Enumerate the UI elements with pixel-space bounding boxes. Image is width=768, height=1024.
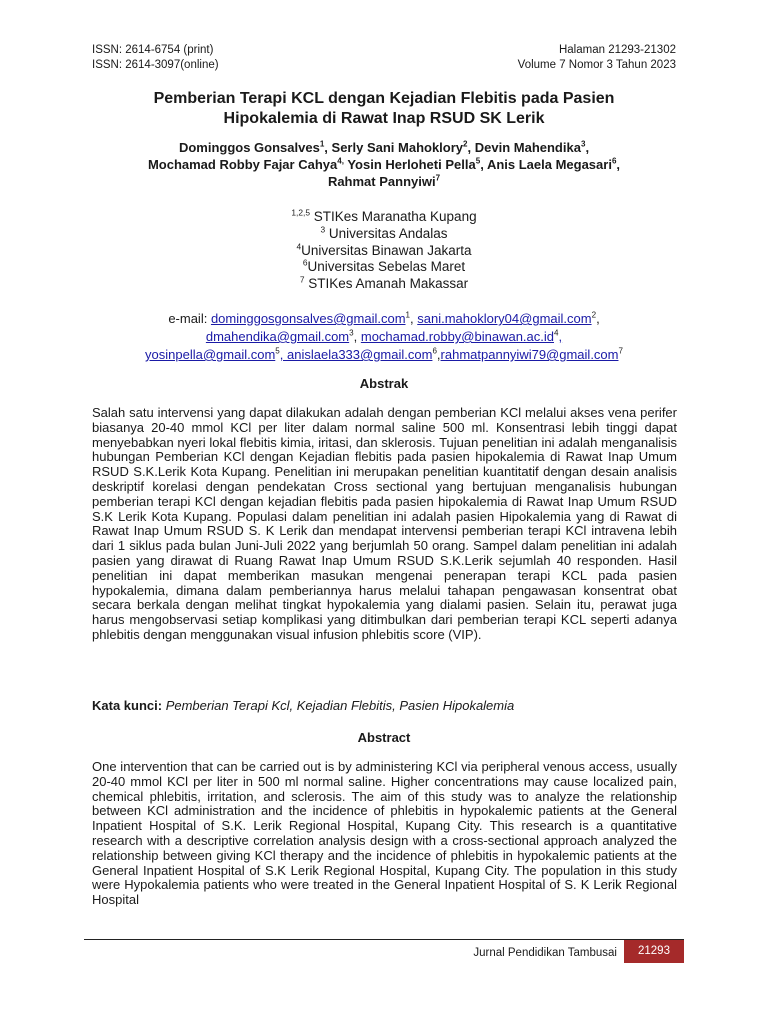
author-line-2: Mochamad Robby Fajar Cahya$^{4,}$ Yosin Herloheti Pella$^5$, Anis Laela Megasari$^6$,: [147, 156, 621, 172]
email-link[interactable]: mochamad.robby@binawan.ac.id: [360, 329, 554, 344]
affiliation: $^{1,2,5}$ STIKes Maranatha Kupang: [291, 207, 477, 224]
affiliation: $^4$Universitas Binawan Jakarta: [296, 241, 472, 258]
author-name: Serly Sani Mahoklory: [331, 140, 464, 155]
author-list: [60, 139, 708, 190]
author-sup: 7: [435, 173, 441, 183]
affiliation: $^3$ Universitas Andalas: [320, 224, 448, 241]
email-line-2: dmahendika@gmail.com$^3$, $mochamad.robby@binawan.ac.id^4$,: [205, 328, 563, 344]
email-link[interactable]: anislaela333@gmail.com: [287, 347, 433, 362]
author-sup: 3: [580, 139, 586, 149]
author-sup: 4,: [337, 156, 344, 166]
email-link[interactable]: dmahendika@gmail.com: [205, 329, 350, 344]
volume-block: [518, 43, 676, 72]
author-sup: 2: [463, 139, 468, 149]
affiliation-sup: 3: [320, 224, 326, 235]
affiliation-sup: 4: [296, 241, 302, 252]
page-number-badge: 21293: [624, 940, 684, 963]
affiliation-sup: 6: [302, 257, 308, 268]
author-sup: 6: [611, 156, 617, 166]
keywords-text: Pemberian Terapi Kcl, Kejadian Flebitis, Pasien Hipokalemia: [165, 698, 515, 713]
email-link[interactable]: dominggosgonsalves@gmail.com: [210, 311, 406, 326]
author-name: Devin Mahendika: [474, 140, 581, 155]
email-link[interactable]: sani.mahoklory04@gmail.com: [417, 311, 592, 326]
issn-print: ISSN: 2614-6754 (print): [92, 44, 214, 56]
email-list: [60, 310, 708, 364]
title-line-2: Hipokalemia di Rawat Inap RSUD SK Lerik: [223, 110, 545, 127]
abstract-heading: Abstract: [357, 730, 411, 745]
affiliation: $^6$Universitas Sebelas Maret: [302, 257, 466, 275]
volume-number: Volume 7 Nomor 3 Tahun 2023: [517, 58, 676, 71]
footer-rule: [84, 939, 684, 940]
affiliation-list: [60, 209, 708, 293]
author-name: Rahmat Pannyiwi: [327, 174, 436, 189]
author-line-3: [60, 173, 708, 190]
title-line-1: Pemberian Terapi KCL dengan Kejadian Flebitis pada Pasien: [153, 90, 615, 107]
keywords: [92, 698, 677, 714]
author-name: Mochamad Robby Fajar Cahya: [147, 157, 338, 172]
affiliation-sup: 7: [299, 274, 305, 285]
page-range: Halaman 21293-21302: [558, 44, 676, 56]
issn-online: ISSN: 2614-3097(online): [92, 58, 219, 71]
issn-block: [92, 43, 219, 72]
email-line-1: e-mail: dominggosgonsalves@gmail.com$^1$, sani.mahoklory04@gmail.com$^2$,: [168, 310, 600, 326]
keywords-label: Kata kunci:: [92, 698, 163, 713]
author-line-1: Dominggos Gonsalves$^1$, Serly Sani Mahoklory$^2$, Devin Mahendika$^3$,: [178, 139, 590, 155]
journal-name: Jurnal Pendidikan Tambusai: [473, 947, 617, 959]
author-name: Anis Laela Megasari: [486, 157, 612, 172]
affiliation: $^7$ STIKes Amanah Makassar: [299, 274, 469, 292]
affiliation-sup: 1,2,5: [291, 207, 310, 218]
email-label: e-mail:: [168, 311, 208, 326]
email-link[interactable]: yosinpella@gmail.com: [145, 347, 276, 362]
abstrak-body: Salah satu intervensi yang dapat dilakukan adalah dengan pemberian KCl melalui akses vena perifer biasanya 20-40 mmol KCl per liter dalam normal saline 500 ml. Konsentrasi lebih tinggi dapat menyebabkan nyeri lokal flebitis kimia, iritasi, dan sklerosis. Tujuan penelitian ini adalah menganalisis hubungan Pemberian KCl dengan Kejadian flebitis pada pasien hipokalemia di Rawat Inap Umum RSUD S.K.Lerik Kota Kupang. Penelitian ini merupakan penelitian kuantitatif dengan desain analisis deskriptif korelasi dengan pendekatan Cross sectional yang bertujuan menganalisis hubungan pemberian terapi KCl dengan kejadian flebitis pada pasien hipokalemia di Rawat Inap Umum RSUD S.K Lerik Kota Kupang. Populasi dalam penelitian ini adalah pasien Hipokalemia yang di Rawat di Rawat Inap Umum RSUD S. K Lerik dan mendapat intervensi pemberian terapi KCl intravena lebih dari 1 siklus pada bulan Juni-Juli 2022 yang berjumlah 50 orang. Sampel dalam penelitian ini adalah pasien yang dirawat di Ruang Rawat Inap Umum RSUD S.K.Lerik sejumlah 40 responden. Hasil penelitian ini dapat memberikan masukan mengenai penerapan terapi KCL pada pasien hypokalemia, dimana dalam pemberiannya harus melalui tahapan pengawasan konsentrat obat secara berkala dengan melihat tingkat hypokalemia yang dialami pasien. Selain itu, perawat juga harus mengobservasi setiap komplikasi yang ditimbulkan dari pemberian terapi KCL seperti adanya phlebitis dengan menggunakan visual infusion phlebitis score (VIP).: [92, 405, 677, 642]
email-line-3: yosinpella@gmail.com$^5$, anislaela333@gmail.com$^6$,rahmatpannyiwi79@gmail.com$^7$: [145, 346, 623, 362]
abstrak-heading: Abstrak: [359, 376, 409, 391]
email-link[interactable]: rahmatpannyiwi79@gmail.com: [440, 347, 619, 362]
author-name: Dominggos Gonsalves: [178, 140, 320, 155]
paper-title: [60, 89, 708, 129]
abstract-body: One intervention that can be carried out is by administering KCl via peripheral venous access, usually 20-40 mmol KCl per liter in 500 ml normal saline. Higher concentrations may cause localized pain, chemical phlebitis, irritation, and sclerosis. The aim of this study was to analyze the relationship between KCl administration and the incidence of phlebitis in hypokalemic patients at the General Inpatient Hospital of S.K. Lerik Regional Hospital, Kupang City. This research is a quantitative research with a descriptive correlation analysis design with a cross-sectional approach analyzed the relationship between giving KCl therapy and the incidence of phlebitis in hypokalemic patients at the General Inpatient Hospital of S.K Lerik Regional Hospital, Kupang City. The population in this study were Hypokalemia patients who were treated in the General Inpatient Hospital of S. K Lerik Regional Hospital: [92, 759, 677, 908]
author-sup: 5: [475, 156, 481, 166]
author-sup: 1: [319, 139, 325, 149]
author-name: Yosin Herloheti Pella: [347, 157, 476, 172]
